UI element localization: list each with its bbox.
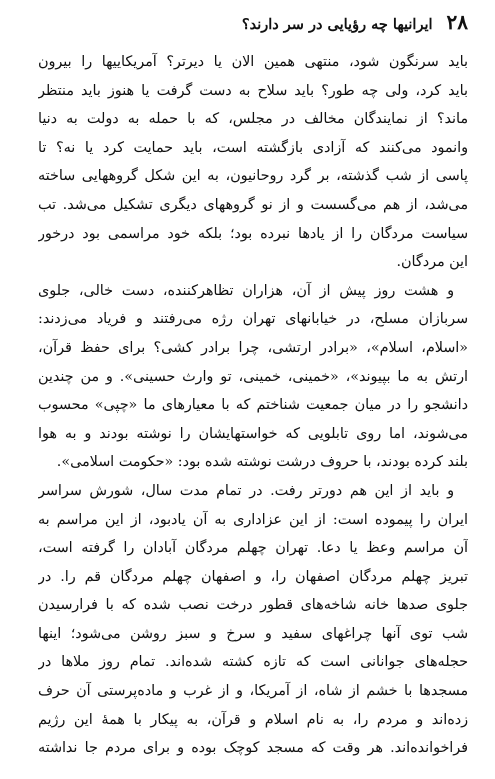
text-line: زده‌اند و مردم را، به نام اسلام و قرآن، به پیکار با همهٔ این رژیم (38, 711, 468, 728)
text-line: ایران را پیموده است: از این عزاداری به آن یادبود، از این مراسم به (38, 511, 468, 528)
text-line: آن مراسم وعظ یا دعا. تهران چهلم مردگان آبادان را گرفته است، (38, 540, 468, 557)
text-line: می‌شد، از هم می‌گسست و از نو گروههای دیگری تشکیل می‌شد. تب (38, 196, 468, 213)
text-line: باید سرنگون شود، منتهی همین الان یا دیرتر؟ آمریکاییها را بیرون (38, 54, 468, 70)
paragraph-1 (38, 48, 468, 277)
text-line: و باید از این هم دورتر رفت. در تمام مدت سال، شورش سراسر (38, 482, 454, 499)
text-line: ماند؟ از نمایندگان مخالف در مجلس، که با حمله به دولت به دنیا (38, 111, 468, 128)
text-line: حجله‌های جوانانی است که تازه کشته شده‌اند. تمام روز ملاها در (38, 654, 468, 671)
text-line: سیاست مردگان را از یادها نبرده بود؛ بلکه خود مراسمی بود درخور (38, 225, 468, 242)
text-line: جلوی صدها خانه شاخه‌های قطور درخت نصب شده که با فرارسیدن (38, 597, 468, 614)
running-header (38, 10, 468, 36)
text-line: شب توی آنها چراغهای سفید و سرخ و سبز روشن می‌شود؛ اینها (38, 625, 468, 642)
text-line: بلند کرده بودند، با حروف درشت نوشته شده بود: «حکومت اسلامی». (56, 454, 468, 471)
paragraph-2 (38, 277, 468, 477)
running-title: ایرانیها چه رؤیایی در سر دارند؟ (241, 16, 433, 33)
text-line: سربازان مسلح، در خیابانهای تهران رژه می‌رفتند و فریاد می‌زدند: (38, 311, 468, 328)
text-line: دانشجو را در میان جمعیت شناختم که با معیارهای ما «چپی» محسوب (38, 397, 468, 414)
text-line: و هشت روز پیش از آن، هزاران تظاهرکننده، دست خالی، جلوی (38, 282, 454, 299)
text-line: وانمود می‌کنند که آزادی بازگشته است، باید حمایت کرد یا نه؟ تا (38, 139, 468, 156)
book-page (38, 10, 468, 770)
text-line: مسجدها با خشم از شاه، از آمریکا، و از غرب و ماده‌پرستی آن حرف (38, 683, 468, 700)
text-line: باید کرد، ولی چه طور؟ باید سلاح به دست گرفت یا هنوز باید منتظر (38, 82, 468, 99)
text-line: فراخوانده‌اند. هر وقت که مسجد کوچک بوده و برای مردم جا نداشته (38, 740, 468, 757)
text-line: «اسلام، اسلام»، «برادر ارتشی، چرا برادر کشی؟ برای حفظ قرآن، (38, 339, 468, 356)
text-line: تبریز چهلم مردگان اصفهان را، و اصفهان چهلم مردگان قم را. در (38, 568, 468, 585)
page-number: ۲۸ (446, 10, 468, 34)
body-text (38, 48, 468, 763)
text-line: می‌شوند، اما روی تابلویی که خواستهایشان را نوشته بودند و به هوا (38, 425, 468, 442)
text-line: پاسی از شب گذشته، بر گرد روحانیون، به این شکل گروههایی ساخته (38, 168, 468, 185)
text-line: این مردگان. (396, 254, 468, 271)
paragraph-3 (38, 477, 468, 763)
text-line: ارتش به ما بپیوند»، «خمینی، خمینی، تو وارث حسینی». و من چندین (38, 368, 468, 385)
